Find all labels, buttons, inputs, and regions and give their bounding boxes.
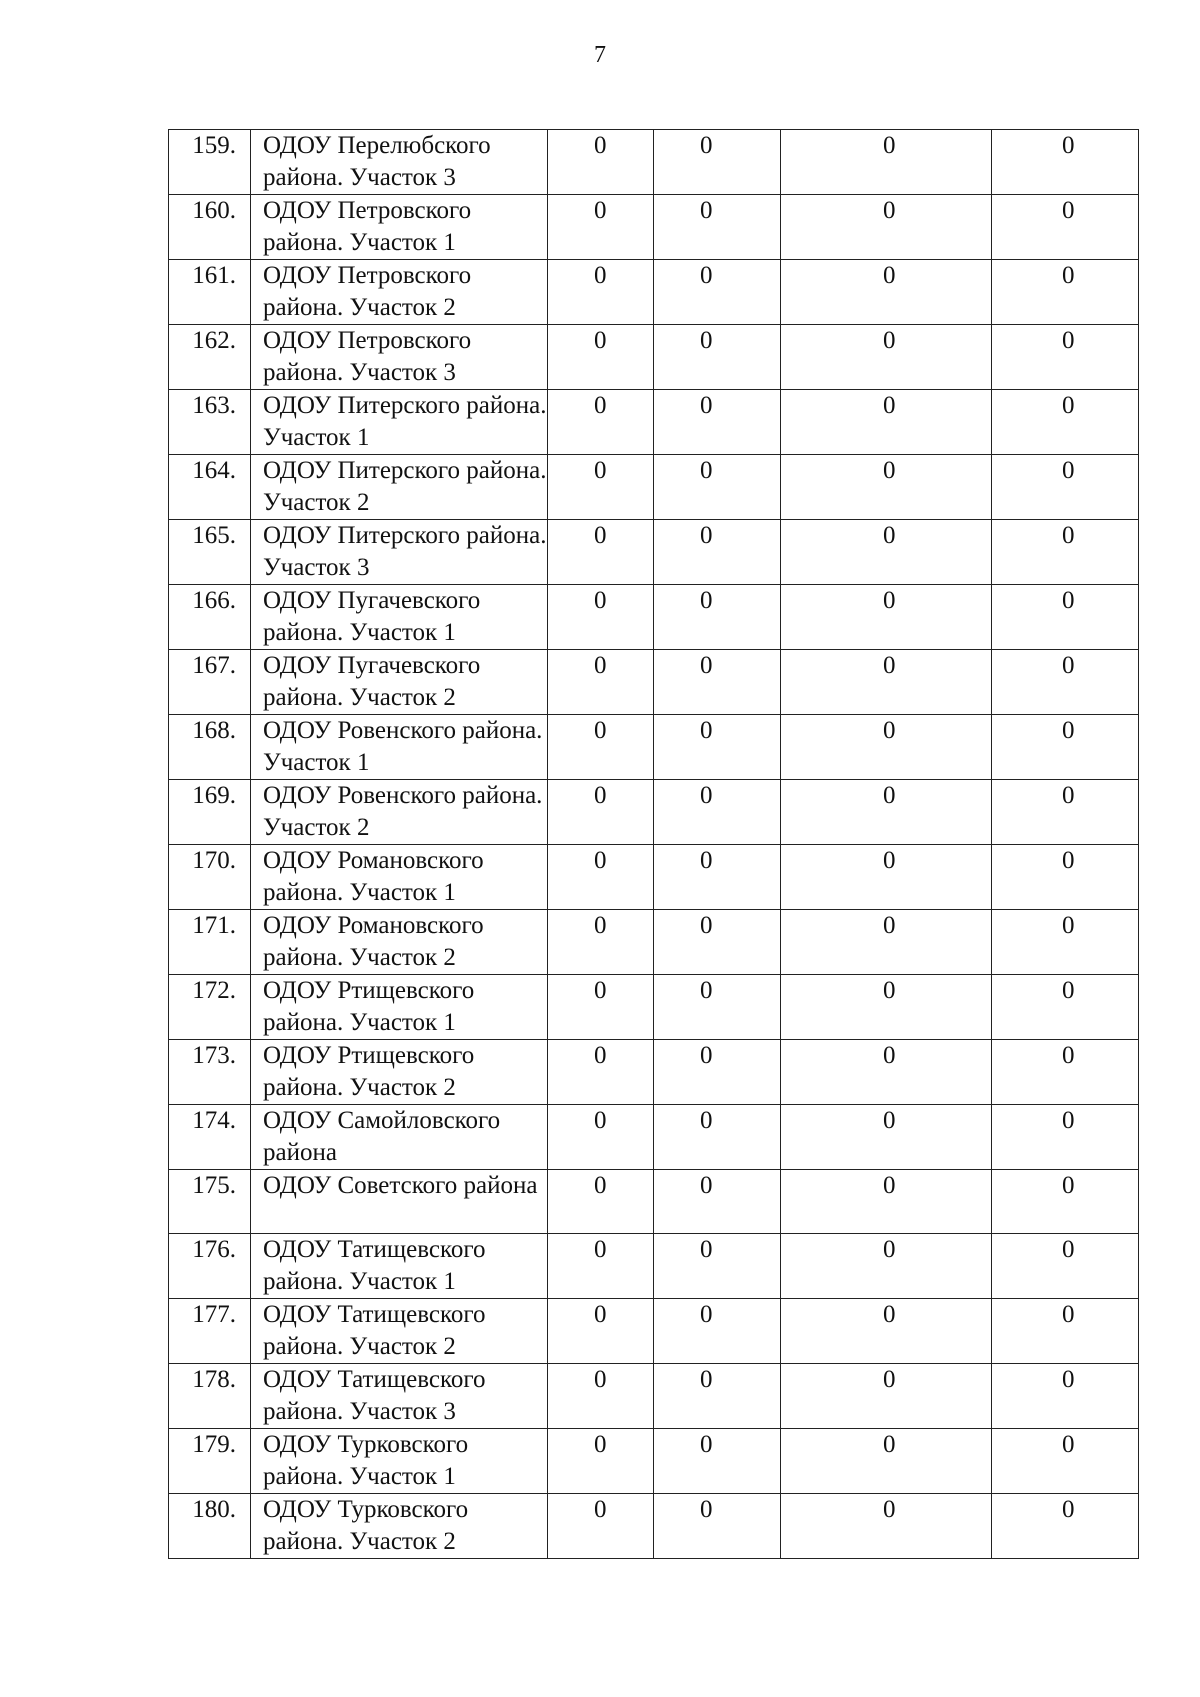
row-number: 171. <box>169 910 251 975</box>
row-value-4: 0 <box>992 1364 1139 1429</box>
row-name: ОДОУ Турковского района. Участок 1 <box>251 1429 548 1494</box>
row-value-4: 0 <box>992 715 1139 780</box>
row-name: ОДОУ Ртищевского района. Участок 2 <box>251 1040 548 1105</box>
table-row <box>169 975 1139 1040</box>
row-value-1: 0 <box>548 715 654 780</box>
row-number: 174. <box>169 1105 251 1170</box>
row-value-4: 0 <box>992 130 1139 195</box>
row-value-1: 0 <box>548 390 654 455</box>
row-value-4: 0 <box>992 325 1139 390</box>
row-value-4: 0 <box>992 520 1139 585</box>
row-value-3: 0 <box>781 325 992 390</box>
row-value-4: 0 <box>992 975 1139 1040</box>
row-value-2: 0 <box>654 780 781 845</box>
row-value-2: 0 <box>654 1040 781 1105</box>
row-value-2: 0 <box>654 650 781 715</box>
row-value-3: 0 <box>781 455 992 520</box>
table-row <box>169 715 1139 780</box>
row-value-3: 0 <box>781 1234 992 1299</box>
row-value-3: 0 <box>781 585 992 650</box>
row-value-3: 0 <box>781 1429 992 1494</box>
row-value-4: 0 <box>992 1494 1139 1559</box>
row-value-1: 0 <box>548 780 654 845</box>
row-value-2: 0 <box>654 195 781 260</box>
row-value-1: 0 <box>548 325 654 390</box>
row-number: 162. <box>169 325 251 390</box>
row-name: ОДОУ Самойловского района <box>251 1105 548 1170</box>
row-name: ОДОУ Ровенского района. Участок 1 <box>251 715 548 780</box>
row-name: ОДОУ Петровского района. Участок 2 <box>251 260 548 325</box>
row-value-3: 0 <box>781 975 992 1040</box>
row-value-3: 0 <box>781 390 992 455</box>
row-value-2: 0 <box>654 130 781 195</box>
table-row <box>169 390 1139 455</box>
row-value-2: 0 <box>654 455 781 520</box>
row-value-3: 0 <box>781 1364 992 1429</box>
row-value-2: 0 <box>654 325 781 390</box>
table-row <box>169 520 1139 585</box>
row-number: 167. <box>169 650 251 715</box>
row-number: 160. <box>169 195 251 260</box>
table-row <box>169 845 1139 910</box>
row-value-4: 0 <box>992 260 1139 325</box>
row-value-1: 0 <box>548 1494 654 1559</box>
row-value-2: 0 <box>654 845 781 910</box>
row-value-4: 0 <box>992 195 1139 260</box>
row-value-2: 0 <box>654 1429 781 1494</box>
table-row <box>169 910 1139 975</box>
row-value-4: 0 <box>992 780 1139 845</box>
row-value-3: 0 <box>781 1105 992 1170</box>
row-number: 161. <box>169 260 251 325</box>
row-value-2: 0 <box>654 1494 781 1559</box>
row-value-1: 0 <box>548 585 654 650</box>
row-name: ОДОУ Советского района <box>251 1170 548 1234</box>
row-value-1: 0 <box>548 845 654 910</box>
row-value-2: 0 <box>654 520 781 585</box>
row-value-1: 0 <box>548 1299 654 1364</box>
row-number: 176. <box>169 1234 251 1299</box>
row-number: 180. <box>169 1494 251 1559</box>
row-value-2: 0 <box>654 585 781 650</box>
row-number: 173. <box>169 1040 251 1105</box>
row-name: ОДОУ Пугачевского района. Участок 2 <box>251 650 548 715</box>
table-row <box>169 455 1139 520</box>
row-value-4: 0 <box>992 390 1139 455</box>
row-value-1: 0 <box>548 910 654 975</box>
row-number: 175. <box>169 1170 251 1234</box>
row-value-2: 0 <box>654 715 781 780</box>
row-number: 179. <box>169 1429 251 1494</box>
row-number: 177. <box>169 1299 251 1364</box>
row-value-2: 0 <box>654 910 781 975</box>
table-row <box>169 130 1139 195</box>
row-name: ОДОУ Питерского района. Участок 1 <box>251 390 548 455</box>
row-value-2: 0 <box>654 390 781 455</box>
row-number: 164. <box>169 455 251 520</box>
row-value-2: 0 <box>654 1364 781 1429</box>
table-row <box>169 1170 1139 1234</box>
row-value-3: 0 <box>781 130 992 195</box>
row-name: ОДОУ Ртищевского района. Участок 1 <box>251 975 548 1040</box>
row-value-4: 0 <box>992 845 1139 910</box>
row-value-1: 0 <box>548 1429 654 1494</box>
row-value-1: 0 <box>548 1234 654 1299</box>
table-body <box>169 130 1139 1559</box>
row-value-3: 0 <box>781 715 992 780</box>
row-value-1: 0 <box>548 1364 654 1429</box>
row-value-2: 0 <box>654 1299 781 1364</box>
row-value-3: 0 <box>781 260 992 325</box>
row-value-4: 0 <box>992 910 1139 975</box>
row-name: ОДОУ Петровского района. Участок 3 <box>251 325 548 390</box>
table-row <box>169 1494 1139 1559</box>
row-value-1: 0 <box>548 1040 654 1105</box>
row-name: ОДОУ Петровского района. Участок 1 <box>251 195 548 260</box>
row-value-4: 0 <box>992 585 1139 650</box>
row-value-3: 0 <box>781 910 992 975</box>
row-value-4: 0 <box>992 1040 1139 1105</box>
row-name: ОДОУ Ровенского района. Участок 2 <box>251 780 548 845</box>
row-number: 172. <box>169 975 251 1040</box>
row-value-4: 0 <box>992 1170 1139 1234</box>
row-value-1: 0 <box>548 130 654 195</box>
row-value-4: 0 <box>992 650 1139 715</box>
row-number: 163. <box>169 390 251 455</box>
row-name: ОДОУ Пугачевского района. Участок 1 <box>251 585 548 650</box>
row-name: ОДОУ Татищевского района. Участок 1 <box>251 1234 548 1299</box>
row-value-3: 0 <box>781 845 992 910</box>
table-row <box>169 260 1139 325</box>
row-value-2: 0 <box>654 1105 781 1170</box>
table-row <box>169 650 1139 715</box>
row-number: 159. <box>169 130 251 195</box>
row-value-3: 0 <box>781 1040 992 1105</box>
row-value-4: 0 <box>992 1105 1139 1170</box>
table-row <box>169 780 1139 845</box>
row-value-1: 0 <box>548 975 654 1040</box>
table-row <box>169 1234 1139 1299</box>
row-name: ОДОУ Питерского района. Участок 3 <box>251 520 548 585</box>
data-table <box>168 129 1139 1559</box>
table-row <box>169 1364 1139 1429</box>
row-number: 169. <box>169 780 251 845</box>
row-value-1: 0 <box>548 520 654 585</box>
row-value-4: 0 <box>992 1429 1139 1494</box>
table-row <box>169 1299 1139 1364</box>
row-value-3: 0 <box>781 650 992 715</box>
table-row <box>169 1040 1139 1105</box>
row-value-2: 0 <box>654 1234 781 1299</box>
row-value-1: 0 <box>548 195 654 260</box>
row-number: 165. <box>169 520 251 585</box>
row-value-3: 0 <box>781 1494 992 1559</box>
table-row <box>169 1429 1139 1494</box>
row-value-4: 0 <box>992 455 1139 520</box>
row-name: ОДОУ Перелюбского района. Участок 3 <box>251 130 548 195</box>
row-value-2: 0 <box>654 260 781 325</box>
row-value-3: 0 <box>781 520 992 585</box>
row-value-2: 0 <box>654 975 781 1040</box>
row-value-2: 0 <box>654 1170 781 1234</box>
row-number: 170. <box>169 845 251 910</box>
row-value-4: 0 <box>992 1299 1139 1364</box>
row-value-1: 0 <box>548 650 654 715</box>
row-name: ОДОУ Питерского района. Участок 2 <box>251 455 548 520</box>
row-value-1: 0 <box>548 1170 654 1234</box>
row-name: ОДОУ Турковского района. Участок 2 <box>251 1494 548 1559</box>
row-number: 168. <box>169 715 251 780</box>
page-number: 7 <box>594 42 606 68</box>
table-row <box>169 1105 1139 1170</box>
row-value-1: 0 <box>548 260 654 325</box>
row-number: 166. <box>169 585 251 650</box>
row-value-3: 0 <box>781 195 992 260</box>
row-name: ОДОУ Романовского района. Участок 1 <box>251 845 548 910</box>
row-value-1: 0 <box>548 1105 654 1170</box>
table-row <box>169 325 1139 390</box>
row-value-1: 0 <box>548 455 654 520</box>
row-value-3: 0 <box>781 1299 992 1364</box>
row-value-4: 0 <box>992 1234 1139 1299</box>
row-value-3: 0 <box>781 780 992 845</box>
row-name: ОДОУ Татищевского района. Участок 2 <box>251 1299 548 1364</box>
row-name: ОДОУ Татищевского района. Участок 3 <box>251 1364 548 1429</box>
table-row <box>169 585 1139 650</box>
row-number: 178. <box>169 1364 251 1429</box>
row-name: ОДОУ Романовского района. Участок 2 <box>251 910 548 975</box>
table-row <box>169 195 1139 260</box>
row-value-3: 0 <box>781 1170 992 1234</box>
